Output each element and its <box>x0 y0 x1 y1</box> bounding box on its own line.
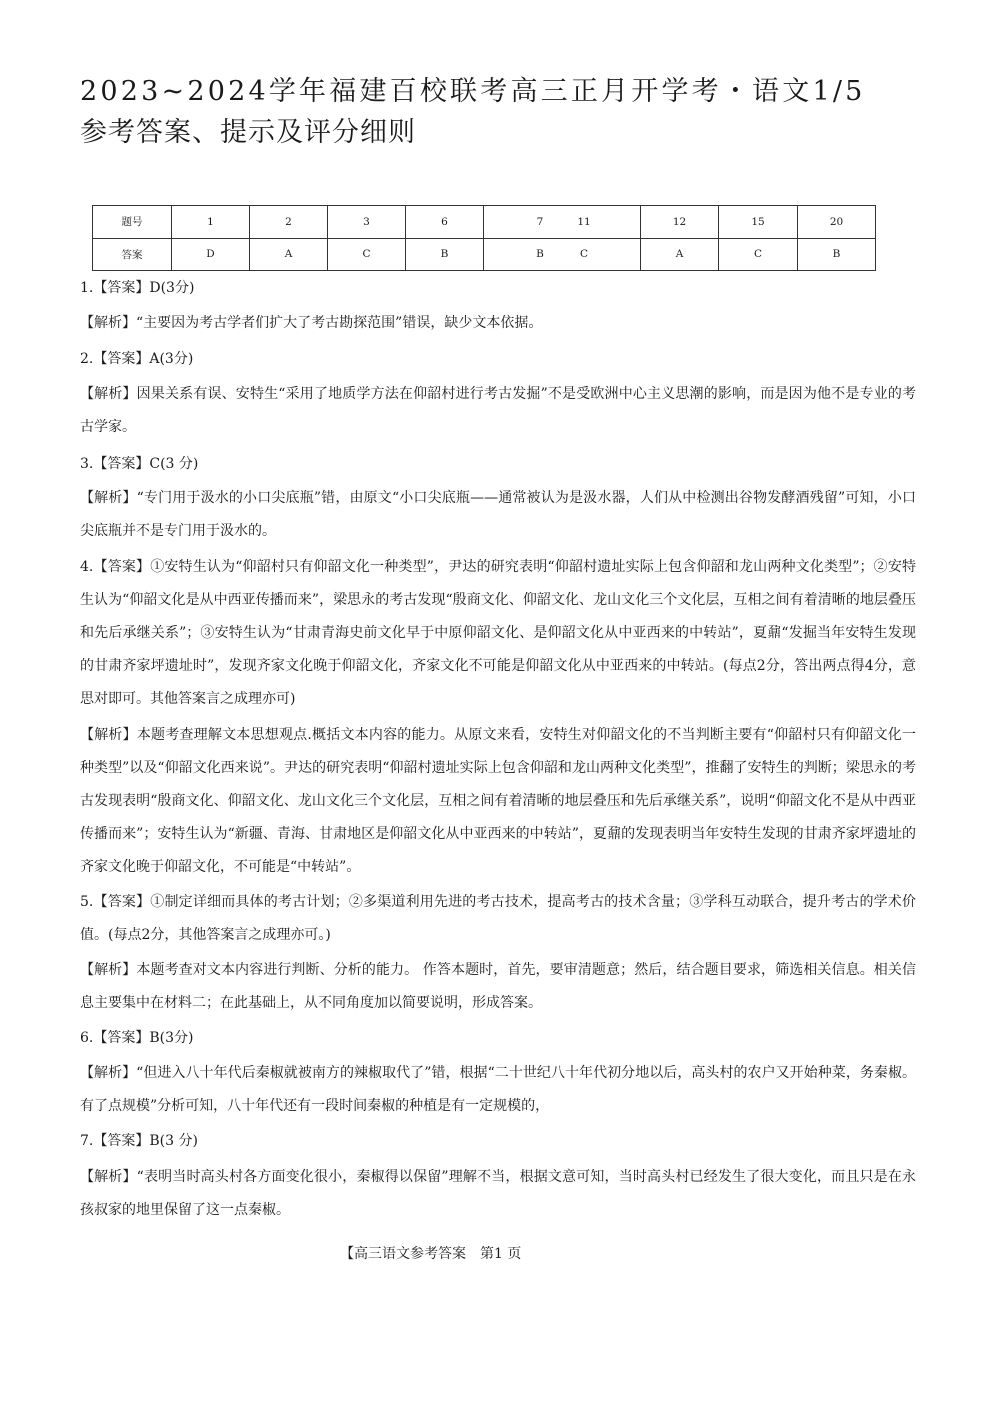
answer-cell: A <box>641 238 719 271</box>
document-title: 2023~2024学年福建百校联考高三正月开学考・语文1/5 <box>80 76 866 107</box>
answer: C <box>579 248 589 261</box>
analysis-1: 【解析】“主要因为考古学者们扩大了考古勘探范围”错误，缺少文本依据。 <box>80 315 543 331</box>
answer-7: 7.【答案】B(3 分) <box>80 1133 198 1149</box>
answer-cell: C <box>719 238 798 271</box>
document-subtitle: 参考答案、提示及评分细则 <box>80 117 416 148</box>
question-number: 7 <box>536 215 544 228</box>
answer-table-header-row <box>93 206 876 239</box>
question-number-cell: 1 <box>172 206 250 239</box>
analysis-2: 【解析】因果关系有误、安特生“采用了地质学方法在仰韶村进行考古发掘”不是受欧洲中心主义思潮的影响，而是因为他不是专业的考古学家。 <box>80 386 916 435</box>
answer-cell: B <box>798 238 876 271</box>
answer-cell-pair <box>484 238 641 271</box>
answer-1: 1.【答案】D(3分) <box>80 280 195 296</box>
analysis-4: 【解析】本题考查理解文本思想观点.概括文本内容的能力。从原文来看，安特生对仰韶文化的不当判断主要有“仰韶村只有仰韶文化一种类型”以及“仰韶文化西来说”。尹达的研究表明“仰韶村遗址实际上包含仰韶和龙山两种文化类型”，推翻了安特生的判断；梁思永的考古发现表明“殷商文化、仰韶文化、龙山文化三个文化层，互相之间有着清晰的地层叠压和先后承继关系”，说明“仰韶文化不是从中西亚传播而来”；安特生认为“新疆、青海、甘肃地区是仰韶文化从中亚西来的中转站”，夏鼐的发现表明当年安特生发现的甘肃齐家坪遗址的齐家文化晚于仰韶文化，不可能是“中转站”。 <box>80 727 916 875</box>
header-label-cell: 题号 <box>93 206 172 239</box>
answer-4: 4.【答案】①安特生认为“仰韶村只有仰韶文化一种类型”，尹达的研究表明“仰韶村遗址实际上包含仰韶和龙山两种文化类型”；②安特生认为“仰韶文化是从中西亚传播而来”，梁思永的考古发现“殷商文化、仰韶文化、龙山文化三个文化层，互相之间有着清晰的地层叠压和先后承继关系”；③安特生认为“甘肃青海史前文化早于中原仰韶文化、是仰韶文化从中亚西来的中转站”，夏鼐“发掘当年安特生发现的甘肃齐家坪遗址时”，发现齐家文化晚于仰韶文化，齐家文化不可能是仰韶文化从中亚西来的中转站。(每点2分，答出两点得4分，意思对即可。其他答案言之成理亦可) <box>80 559 916 707</box>
answer-table-answer-row <box>93 238 876 271</box>
answer-table <box>92 205 876 271</box>
question-number-cell: 2 <box>250 206 328 239</box>
answer-cell: A <box>250 238 328 271</box>
answer-2: 2.【答案】A(3分) <box>80 351 194 367</box>
question-number-cell-pair <box>484 206 641 239</box>
question-number-cell: 12 <box>641 206 719 239</box>
answer-5: 5.【答案】①制定详细而具体的考古计划；②多渠道利用先进的考古技术，提高考古的技术含量；③学科互动联合，提升考古的学术价值。(每点2分，其他答案言之成理亦可。) <box>80 894 916 943</box>
analysis-7: 【解析】“表明当时高头村各方面变化很小，秦椒得以保留”理解不当，根据文意可知，当时高头村已经发生了很大变化，而且只是在永孩叔家的地里保留了这一点秦椒。 <box>80 1169 916 1218</box>
page-footer: 【高三语文参考答案 第1 页 <box>340 1246 522 1262</box>
question-number-cell: 20 <box>798 206 876 239</box>
answer-label-cell: 答案 <box>93 238 172 271</box>
answer: B <box>536 248 544 261</box>
analysis-6: 【解析】“但进入八十年代后秦椒就被南方的辣椒取代了”错，根据“二十世纪八十年代初分地以后，高头村的农户又开始种菜，务秦椒。有了点规模”分析可知，八十年代还有一段时间秦椒的种植是有一定规模的， <box>80 1065 916 1114</box>
question-number-cell: 3 <box>328 206 406 239</box>
answer-cell: C <box>328 238 406 271</box>
question-number-cell: 6 <box>406 206 484 239</box>
analysis-5: 【解析】本题考查对文本内容进行判断、分析的能力。 作答本题时，首先，要审清题意；然后，结合题目要求，筛选相关信息。相关信息主要集中在材料二；在此基础上，从不同角度加以简要说明，形成答案。 <box>80 962 916 1011</box>
answer-3: 3.【答案】C(3 分) <box>80 456 199 472</box>
answer-6: 6.【答案】B(3分) <box>80 1030 194 1046</box>
question-number-cell: 15 <box>719 206 798 239</box>
answer-cell: D <box>172 238 250 271</box>
answer-cell: B <box>406 238 484 271</box>
question-number: 11 <box>577 215 591 228</box>
analysis-3: 【解析】“专门用于汲水的小口尖底瓶”错，由原文“小口尖底瓶——通常被认为是汲水器，人们从中检测出谷物发酵酒残留”可知，小口尖底瓶并不是专门用于汲水的。 <box>80 490 916 539</box>
